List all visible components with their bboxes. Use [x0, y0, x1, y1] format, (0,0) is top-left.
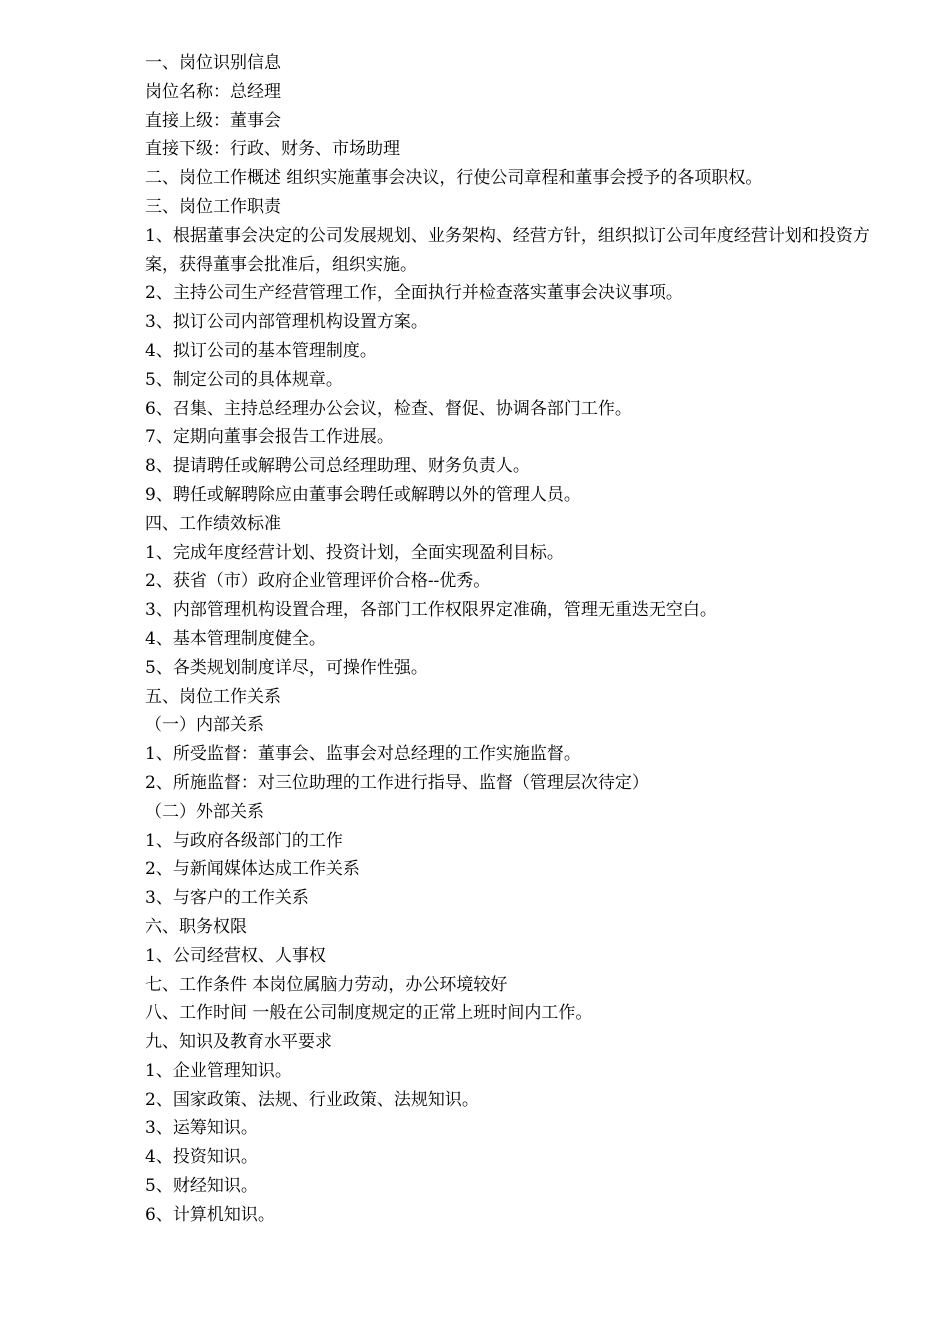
duty-item-1: 1、根据董事会决定的公司发展规划、业务架构、经营方针，组织拟订公司年度经营计划和投资方案，获得董事会批准后，组织实施。: [145, 225, 870, 275]
direct-superior: 直接上级：董事会: [145, 110, 281, 131]
performance-item-2: 2、获省（市）政府企业管理评价合格--优秀。: [145, 571, 491, 592]
section-heading-2: 二、岗位工作概述 组织实施董事会决议，行使公司章程和董事会授予的各项职权。: [145, 168, 763, 189]
duty-item-6: 6、召集、主持总经理办公会议，检查、督促、协调各部门工作。: [145, 398, 632, 419]
position-name: 岗位名称：总经理: [145, 81, 281, 102]
duty-item-3: 3、拟订公司内部管理机构设置方案。: [145, 312, 428, 333]
knowledge-item-1: 1、企业管理知识。: [145, 1060, 292, 1081]
section-heading-5: 五、岗位工作关系: [145, 686, 281, 707]
external-relations-heading: （二）外部关系: [145, 801, 264, 822]
duty-item-5: 5、制定公司的具体规章。: [145, 369, 343, 390]
document-page: [145, 49, 875, 1230]
knowledge-item-3: 3、运筹知识。: [145, 1118, 258, 1139]
duty-item-4: 4、拟订公司的基本管理制度。: [145, 340, 377, 361]
internal-relation-item-2: 2、所施监督：对三位助理的工作进行指导、监督（管理层次待定）: [145, 772, 649, 793]
knowledge-item-4: 4、投资知识。: [145, 1147, 258, 1168]
performance-item-5: 5、各类规划制度详尽，可操作性强。: [145, 657, 428, 678]
internal-relations-heading: （一）内部关系: [145, 715, 264, 736]
duty-item-9: 9、聘任或解聘除应由董事会聘任或解聘以外的管理人员。: [145, 484, 581, 505]
internal-relation-item-1: 1、所受监督：董事会、监事会对总经理的工作实施监督。: [145, 744, 581, 765]
section-heading-1: 一、岗位识别信息: [145, 53, 281, 73]
performance-item-3: 3、内部管理机构设置合理，各部门工作权限界定准确，管理无重迭无空白。: [145, 600, 717, 621]
direct-subordinates: 直接下级：行政、财务、市场助理: [145, 139, 400, 160]
external-relation-item-3: 3、与客户的工作关系: [145, 888, 309, 909]
section-heading-6: 六、职务权限: [145, 916, 247, 937]
external-relation-item-1: 1、与政府各级部门的工作: [145, 830, 343, 851]
section-heading-9: 九、知识及教育水平要求: [145, 1032, 332, 1053]
duty-item-2: 2、主持公司生产经营管理工作，全面执行并检查落实董事会决议事项。: [145, 283, 683, 304]
knowledge-item-5: 5、财经知识。: [145, 1176, 258, 1197]
section-heading-3: 三、岗位工作职责: [145, 196, 281, 217]
section-heading-7: 七、工作条件 本岗位属脑力劳动，办公环境较好: [145, 974, 508, 995]
authority-item-1: 1、公司经营权、人事权: [145, 945, 326, 966]
section-heading-4: 四、工作绩效标准: [145, 513, 281, 534]
section-heading-8: 八、工作时间 一般在公司制度规定的正常上班时间内工作。: [145, 1003, 593, 1024]
knowledge-item-2: 2、国家政策、法规、行业政策、法规知识。: [145, 1089, 479, 1110]
duty-item-7: 7、定期向董事会报告工作进展。: [145, 427, 394, 448]
performance-item-4: 4、基本管理制度健全。: [145, 628, 326, 649]
performance-item-1: 1、完成年度经营计划、投资计划，全面实现盈利目标。: [145, 542, 564, 563]
external-relation-item-2: 2、与新闻媒体达成工作关系: [145, 859, 360, 880]
duty-item-8: 8、提请聘任或解聘公司总经理助理、财务负责人。: [145, 456, 530, 477]
knowledge-item-6: 6、计算机知识。: [145, 1204, 275, 1225]
